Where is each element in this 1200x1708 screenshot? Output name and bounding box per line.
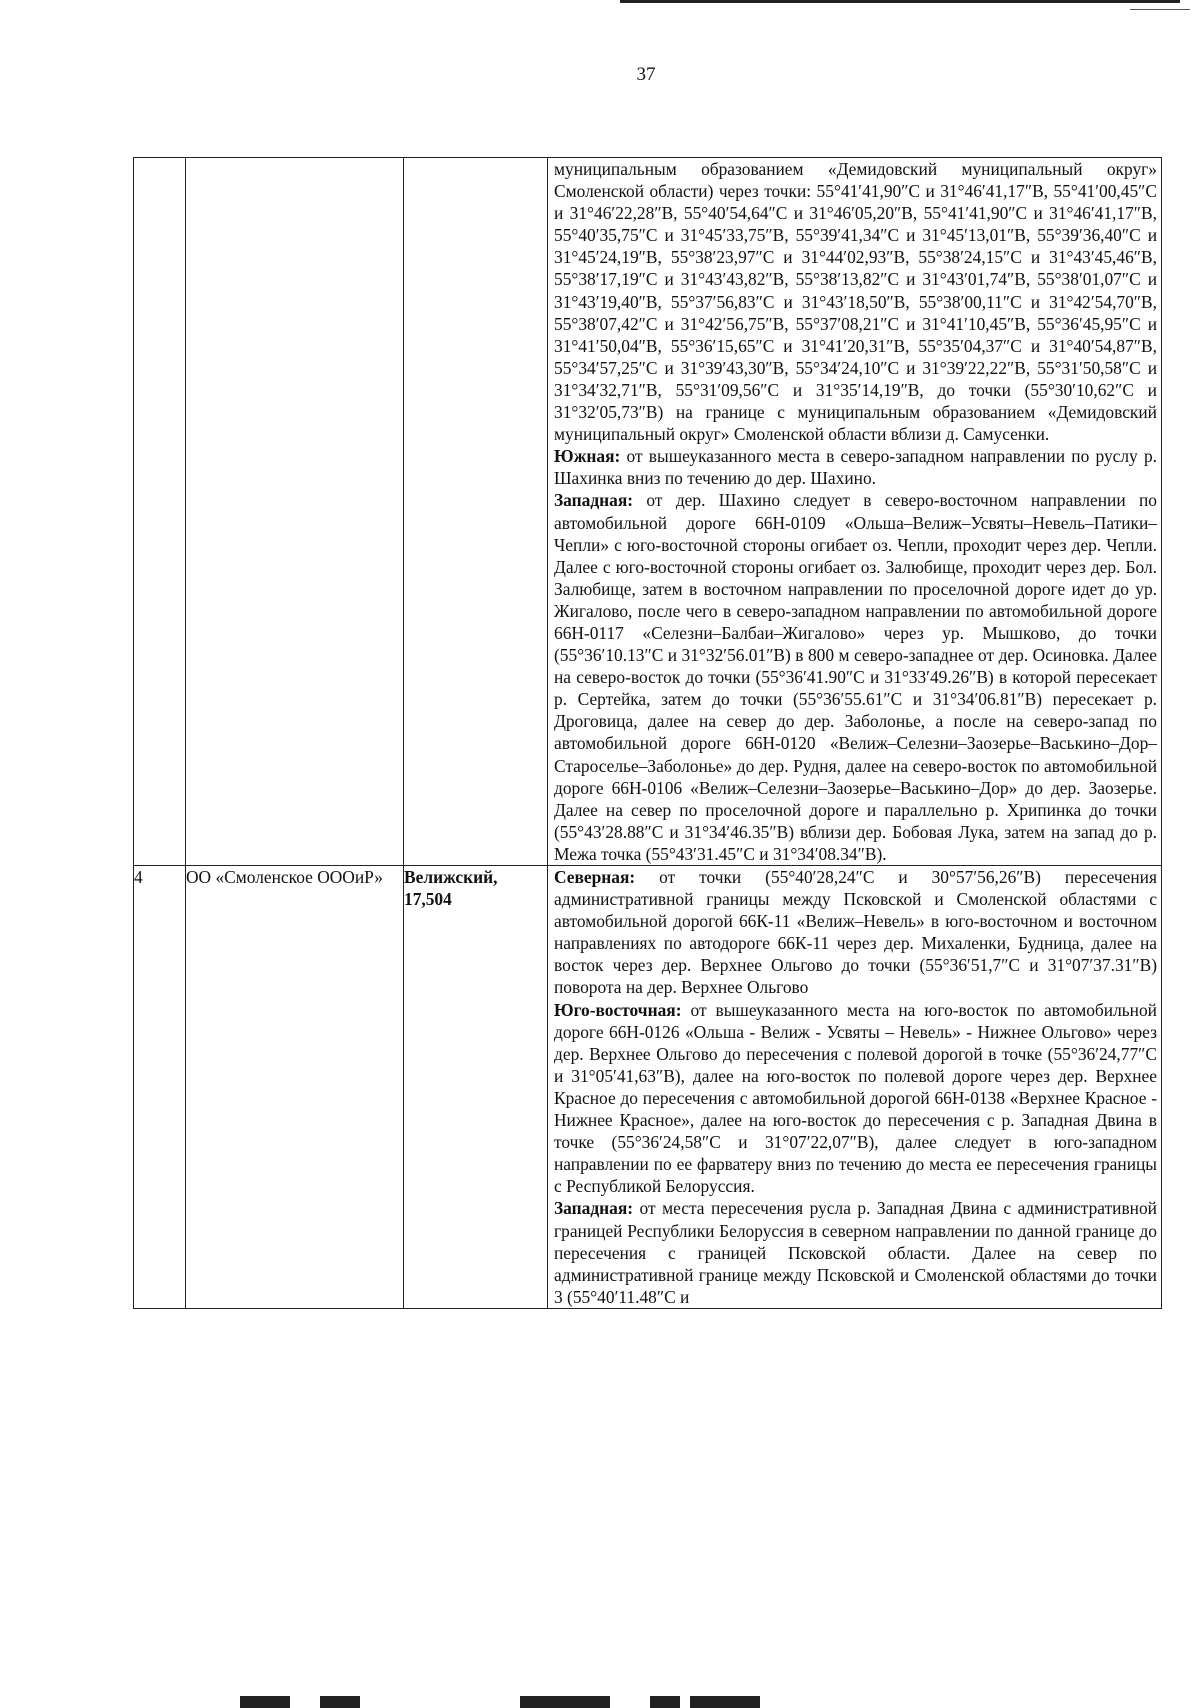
cell-district — [404, 866, 548, 1309]
boundary-west-text: от места пересечения русла р. Западная Двина с административной границей Республики Белоруссия в северном направлении по данной границе до пересечения с границей Псковской области. Далее на север по административной границе между Псковской и Смоленской областями до точки 3 (55°40′11.48″С и — [554, 1198, 1157, 1307]
cell-district — [404, 158, 548, 866]
boundary-southeast-label: Юго-восточная: — [554, 999, 682, 1020]
scan-artifact — [240, 1696, 290, 1708]
boundary-west — [554, 489, 1157, 865]
page-number: 37 — [636, 64, 656, 85]
boundary-south-label: Южная: — [554, 446, 621, 467]
boundary-north — [554, 866, 1157, 999]
boundary-north-text: от точки (55°40′28,24″С и 30°57′56,26″В) пересечения административной границы между Псковской и Смоленской областями с автомобильной дорогой 66К-11 «Велиж–Невель» в юго-восточном и восточном направлениях по автодороге 66К-11 через дер. Михаленки, Будница, далее на восток через дер. Верхнее Ольгово до точки (55°36′51,7″С и 31°07′37.31″В) поворота на дер. Верхнее Ольгово — [554, 867, 1157, 998]
boundary-north-label: Северная: — [554, 867, 636, 887]
scan-artifact — [320, 1696, 360, 1708]
scan-artifact — [650, 1696, 680, 1708]
boundary-south — [554, 445, 1157, 489]
district-area: 17,504 — [404, 889, 452, 910]
cell-organization: ОО «Смоленское ОООиР» — [186, 866, 404, 1309]
cell-organization — [186, 158, 404, 866]
boundary-west-text: от дер. Шахино следует в северо-восточном направлении по автомобильной дороге 66Н-0109 «Ольша–Велиж–Усвяты–Невель–Патики–Чепли» с юго-восточной стороны огибает оз. Чепли, проходит через дер. Чепли. Далее с юго-восточной стороны огибает оз. Залюбище, проходит через дер. Бол. Залюбище, затем в восточном направлении по проселочной дороге идет до ур. Жигалово, после чего в северо-западном направлении по автомобильной дороге 66Н-0117 «Селезни–Балбаи–Жигалово» через ур. Мышково, до точки (55°36′10.13″С и 31°32′56.01″В) в 800 м северо-западнее от дер. Осиновка. Далее на северо-восток до точки (55°36′41.90″С и 31°33′49.26″В) в которой пересекает р. Сертейка, затем до точки (55°36′55.61″С и 31°34′06.81″В) пересекает р. Дроговица, далее на север до дер. Заболонье, а после на северо-запад по автомобильной дороге 66Н-0120 «Велиж–Селезни–Заозерье–Васькино–Дор–Староселье–Заболонье» до дер. Рудня, далее на северо-восток по автомобильной дороге 66Н-0106 «Велиж–Селезни–Заозерье–Васькино–Дор» до дер. Заозерье. Далее на север по проселочной дороге и параллельно р. Хрипинка до точки (55°43′28.88″С и 31°34′46.35″В) вблизи дер. Бобовая Лука, затем на запад до р. Межа точка (55°43′31.45″С и 31°34′08.34″В). — [554, 490, 1157, 864]
boundary-west-label: Западная: — [554, 1198, 634, 1219]
top-rule-short — [1130, 9, 1190, 10]
boundary-south-text: от вышеуказанного места в северо-западном направлении по руслу р. Шахинка вниз по течению до дер. Шахино. — [554, 446, 1157, 489]
cell-number: 4 — [134, 866, 186, 1309]
boundary-continuation: муниципальным образованием «Демидовский муниципальный округ» Смоленской области) через точки: 55°41′41,90″С и 31°46′41,17″В, 55°41′00,45″С и 31°46′22,28″В, 55°40′54,64″С и 31°46′05,20″В, 55°41′41,90″С и 31°46′41,17″В, 55°40′35,75″С и 31°45′33,75″В, 55°39′41,34″С и 31°45′13,01″В, 55°39′36,40″С и 31°45′24,19″В, 55°38′23,97″С и 31°44′02,93″В, 55°38′24,15″С и 31°43′45,46″В, 55°38′17,19″С и 31°43′43,82″В, 55°38′13,82″С и 31°43′01,74″В, 55°38′01,07″С и 31°43′19,40″В, 55°37′56,83″С и 31°43′18,50″В, 55°38′00,11″С и 31°42′54,70″В, 55°38′07,42″С и 31°42′56,75″В, 55°37′08,21″С и 31°41′10,45″В, 55°36′45,95″С и 31°41′50,04″В, 55°36′15,65″С и 31°41′20,31″В, 55°35′04,37″С и 31°40′54,87″В, 55°34′57,25″С и 31°39′43,30″В, 55°34′24,10″С и 31°39′22,22″В, 55°31′50,58″С и 31°34′32,71″В, 55°31′09,56″С и 31°35′14,19″В, до точки (55°30′10,62″С и 31°32′05,73″В) на границе с муниципальным образованием «Демидовский муниципальный округ» Смоленской области вблизи д. Самусенки. — [554, 159, 1157, 445]
table-row — [134, 158, 1162, 866]
district-name: Велижский, — [404, 867, 498, 887]
boundary-southeast — [554, 999, 1157, 1198]
cell-boundary — [548, 158, 1162, 866]
boundary-southeast-text: от вышеуказанного места на юго-восток по автомобильной дороге 66Н-0126 «Ольша - Велиж - Усвяты – Невель» - Нижнее Ольгово» через дер. Верхнее Ольгово до пересечения с полевой дорогой в точке (55°36′24,77″С и 31°05′41,63″В), далее на юго-восток по полевой дороге через дер. Верхнее Красное до пересечения с автомобильной дорогой 66Н-0138 «Верхнее Красное - Нижнее Красное», далее на юго-восток до пересечения с р. Западная Двина в точке (55°36′24,58″С и 31°07′22,07″В), далее следует в юго-западном направлении по ее фарватеру вниз по течению до места ее пересечения границы с Республикой Белоруссия. — [554, 999, 1157, 1197]
territory-table — [133, 157, 1162, 1309]
scan-artifact — [690, 1696, 760, 1708]
top-rule — [620, 0, 1180, 3]
boundary-west — [554, 1197, 1157, 1307]
table-row — [134, 866, 1162, 1309]
cell-number — [134, 158, 186, 866]
boundary-west-label: Западная: — [554, 490, 634, 511]
scan-artifact — [520, 1696, 610, 1708]
cell-boundary — [548, 866, 1162, 1309]
